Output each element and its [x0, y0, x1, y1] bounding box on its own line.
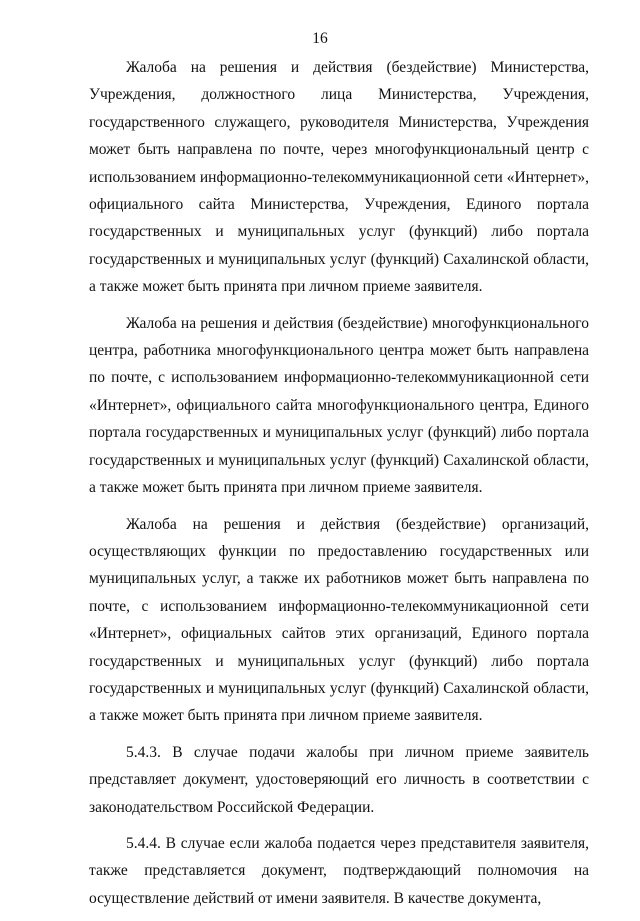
- paragraph-complaint-organizations: Жалоба на решения и действия (бездействие) организаций, осуществляющих функции по предоставлению государственных или муниципальных услуг, а также их работников может быть направлена по почте, с использованием информационно-телекоммуникационной сети «Интернет», официальных сайтов этих организаций, Единого портала государственных и муниципальных услуг (функций) либо портала государственных и муниципальных услуг (функций) Сахалинской области, а также может быть принята при личном приеме заявителя.: [89, 515, 589, 725]
- paragraph-complaint-mfc: Жалоба на решения и действия (бездействие) многофункционального центра, работника многофункционального центра может быть направлена по почте, с использованием информационно-телекоммуникационной сети «Интернет», официального сайта многофункционального центра, Единого портала государственных и муниципальных услуг (функций) либо портала государственных и муниципальных услуг (функций) Сахалинской области, а также может быть принята при личном приеме заявителя.: [89, 314, 589, 497]
- paragraph-complaint-ministry: Жалоба на решения и действия (бездействие) Министерства, Учреждения, должностного лица Министерства, Учреждения, государственного служащего, руководителя Министерства, Учреждения может быть направлена по почте, через многофункциональный центр с использованием информационно-телекоммуникационной сети «Интернет», официального сайта Министерства, Учреждения, Единого портала государственных и муниципальных услуг (функций) либо портала государственных и муниципальных услуг (функций) Сахалинской области, а также может быть принята при личном приеме заявителя.: [89, 59, 589, 296]
- document-body: [89, 54, 589, 921]
- paragraph-clause-5-4-4: 5.4.4. В случае если жалоба подается через представителя заявителя, также представляется документ, подтверждающий полномочия на осуществление действий от имени заявителя. В качестве документа,: [89, 834, 589, 907]
- paragraph-clause-5-4-3: 5.4.3. В случае подачи жалобы при личном приеме заявитель представляет документ, удостоверяющий его личность в соответствии с законодательством Российской Федерации.: [89, 743, 589, 816]
- page-number: 16: [312, 30, 328, 47]
